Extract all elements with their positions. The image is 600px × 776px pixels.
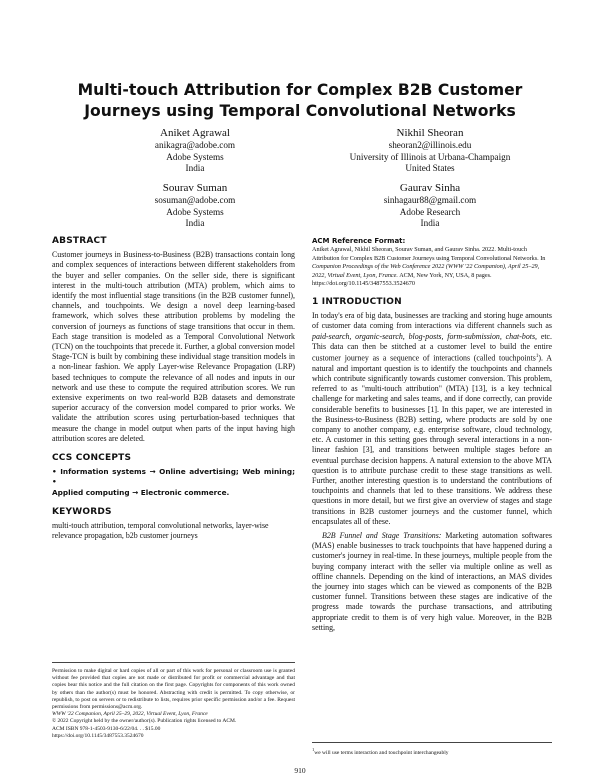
intro-text: In today's era of big data, businesses are tracking and storing huge amounts of customer data coming from interactions via different channels such as: [312, 311, 552, 331]
intro-text: Marketing automation softwares (MAS) enable businesses to track touchpoints that have happened during a customer's journey in real-time. In these journeys, multiple people from the buying company interact with the seller via multiple online as well as offline channels. Depending on the kind of interactions, an MAS divides the journey into stages which can be viewed as components of the B2B customer funnel. Transitions between these stages are indicative of the progress made towards the purchase transactions, and attributing appropriate credit to them is of very high value. Moreover, in the B2B setting,: [312, 531, 552, 632]
footnote: [312, 742, 552, 757]
left-column: [52, 236, 295, 541]
author-email: sheoran2@illinois.edu: [388, 140, 472, 150]
introduction-paragraph-2: [312, 531, 552, 633]
right-column: [312, 236, 552, 633]
author-name: Nikhil Sheoran: [396, 127, 464, 139]
permission-copyright: © 2022 Copyright held by the owner/author(s). Publication rights licensed to ACM.: [52, 718, 237, 725]
author-name: Aniket Agrawal: [160, 127, 230, 139]
reference-format-heading: ACM Reference Format:: [312, 237, 406, 245]
permission-venue: WWW '22 Companion, April 25–29, 2022, Virtual Event, Lyon, France: [52, 711, 208, 718]
author-country: United States: [405, 163, 455, 173]
author-country: India: [185, 163, 205, 173]
permission-text: Permission to make digital or hard copies of all or part of this work for personal or classroom use is granted without fee provided that copies are not made or distributed for profit or commercial advantage and that copies bear this notice and the full citation on the first page. Copyrights for components of this work owned by others than the author(s) must be honored. Abstracting with credit is permitted. To copy otherwise, or republish, to post on servers or to redistribute to lists, requires prior specific permission and/or a fee. Request permissions from permissions@acm.org.: [52, 668, 295, 711]
introduction-paragraph-1: [312, 311, 552, 527]
paragraph-lead: B2B Funnel and Stage Transitions:: [322, 531, 442, 541]
author-block: [95, 182, 295, 230]
reference-format-text: [312, 246, 552, 289]
introduction-heading: 1 INTRODUCTION: [312, 296, 402, 307]
intro-channels: paid-search, organic-search, blog-posts, form-submission, chat-bots,: [312, 331, 537, 341]
reference-publisher: ACM, New York, NY, USA, 8 pages. https://doi.org/10.1145/3487553.3524670: [312, 271, 492, 288]
reference-title: Multi-touch Attribution for Complex B2B Customer Journeys using Temporal Convolutional Networks. In: [312, 246, 546, 262]
permission-notice: [52, 662, 295, 740]
intro-text: ). A natural and important question is to identify the touchpoints and channels which contribute significantly towards customer conversion. This problem, referred to as "multi-touch attribution" (MTA) [13], is a key technical challenge for marketing and sales teams, and if done correctly, can provide considerable benefits to businesses [1]. In this paper, we are interested in the Business-to-Business (B2B) setting, where products are sold by one company to another company, e.g. enterprise software, cloud technology, etc. A customer in this setting goes through several interactions in a non-linear fashion [3], and transitions between multiple stages before an eventual purchase decision happens. A natural extension to the above MTA question is to attribute purchase credit to these stage transitions as well. Further, another interesting question is to understand the contributions of touchpoints and channels that led to these transitions. We address these questions in more detail, but we first give an overview of stages and stage transitions in B2B customer journeys and the customer funnel, which encapsulates all of these.: [312, 353, 552, 526]
abstract-text: Customer journeys in Business-to-Business (B2B) transactions contain long and complex sequences of interactions between different stakeholders from the buyer and seller companies. On the seller side, there is significant interest in the multi-touch attribution (MTA) problem, which aims to identify the most influential stage transitions (in the B2B customer funnel), channels, and touchpoints. We design a novel deep learning-based framework, which solves these attribution problems by modeling the conversion of journeys as functions of stage transitions that occur in them. Each stage transition is modeled as a Temporal Convolutional Network (TCN) on the touchpoints that precede it. Further, a global conversion model Stage-TCN is built by combining these individual stage transition models in a non-linear fashion. We apply Layer-wise Relevance Propagation (LRP) based techniques to compute the relevance of all nodes and inputs in our network and use these to compute the required attribution scores. We run extensive experiments on two real-world B2B datasets and demonstrate superior accuracy of the conversion model compared to prior works. We validate the attribution scores using perturbation-based techniques that measure the change in model output when parts of the input having high attribution scores are deleted.: [52, 250, 295, 443]
abstract-heading: ABSTRACT: [52, 236, 107, 246]
author-email: anikagra@adobe.com: [154, 140, 236, 150]
intro-text: etc. This data can then be stitched at a customer level to build the entire customer journey as a sequence of interactions (called touchpoints: [312, 331, 552, 363]
author-affiliation: Adobe Systems: [166, 206, 224, 217]
reference-proceedings: Companion Proceedings of the Web Conference 2022 (WWW '22 Companion), April 25–29, 2022, Virtual Event, Lyon, France.: [312, 263, 540, 279]
paper-title: Multi-touch Attribution for Complex B2B Customer Journeys using Temporal Convolutional Networks: [77, 81, 523, 120]
keywords-text: multi-touch attribution, temporal convolutional networks, layer-wise relevance propagation, b2b customer journeys: [52, 521, 269, 541]
author-name: Sourav Suman: [162, 182, 228, 194]
page-number: 910: [294, 766, 306, 775]
author-affiliation: Adobe Research: [399, 206, 461, 217]
ccs-line-1: • Information systems → Online advertising; Web mining; •: [52, 467, 295, 487]
footnote-marker: 1: [535, 353, 539, 359]
reference-authors: Aniket Agrawal, Nikhil Sheoran, Sourav Suman, and Gaurav Sinha. 2022.: [312, 246, 496, 253]
author-country: India: [185, 218, 205, 228]
footnote-mark: 1: [312, 747, 315, 752]
permission-isbn: ACM ISBN 978-1-4503-9130-6/22/04. . . $15.00: [52, 725, 161, 732]
author-block: [95, 127, 295, 175]
author-email: sinhagaur88@gmail.com: [383, 195, 477, 205]
ccs-line-2: Applied computing → Electronic commerce.: [52, 487, 230, 497]
author-name: Gaurav Sinha: [399, 182, 461, 194]
author-block: [330, 127, 530, 175]
author-country: India: [420, 218, 440, 228]
author-email: sosuman@adobe.com: [154, 195, 236, 205]
ccs-heading: CCS CONCEPTS: [52, 453, 132, 464]
author-block: [330, 182, 530, 230]
keywords-heading: KEYWORDS: [52, 506, 112, 517]
author-affiliation: University of Illinois at Urbana-Champaign: [349, 151, 511, 162]
permission-doi[interactable]: https://doi.org/10.1145/3487553.3524670: [52, 732, 144, 739]
footnote-text: we will use terms interaction and touchpoint interchangeably: [314, 749, 449, 756]
author-affiliation: Adobe Systems: [166, 151, 224, 162]
